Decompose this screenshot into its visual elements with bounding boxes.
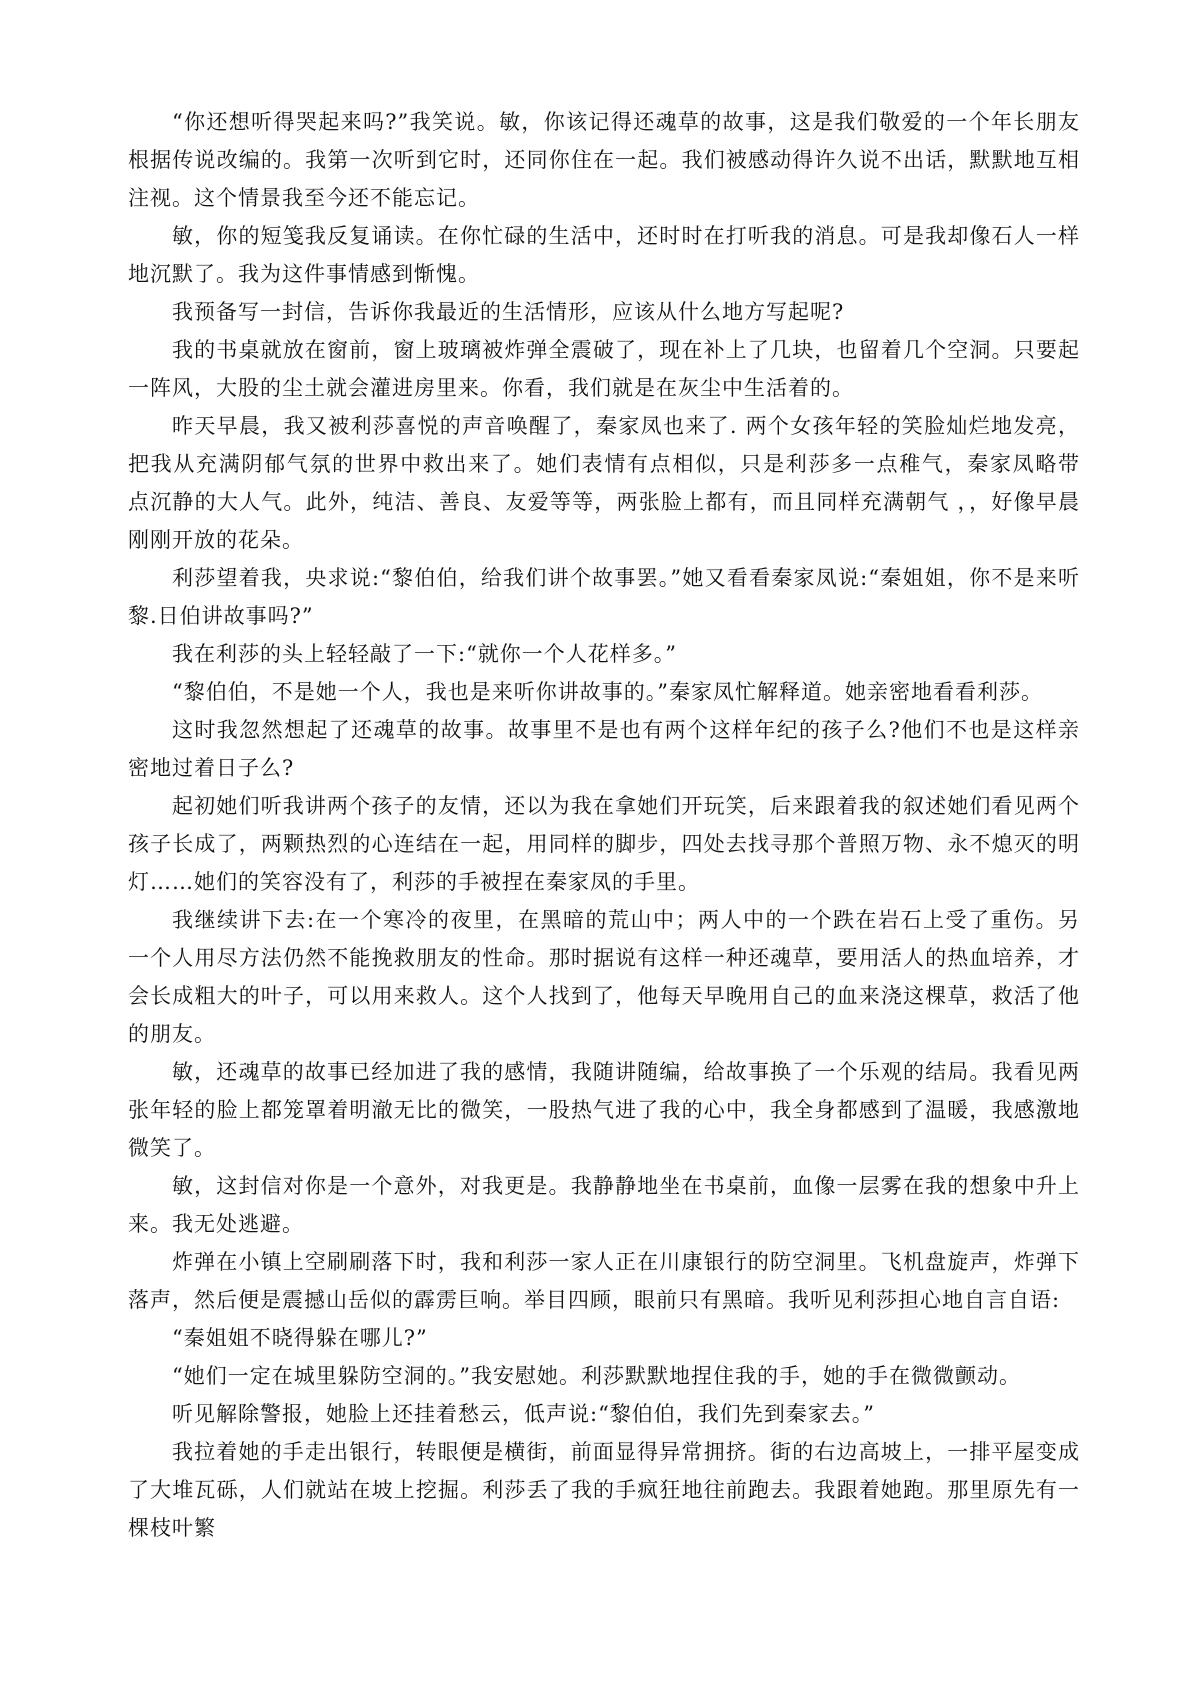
paragraph-18: 我拉着她的手走出银行，转眼便是横街，前面显得异常拥挤。街的右边高坡上，一排平屋变成了大堆瓦砾，人们就站在坡上挖掘。利莎丢了我的手疯狂地往前跑去。我跟着她跑。那里原先有一棵枝叶繁 (128, 1440, 1080, 1540)
paragraph-2: 敏，你的短笺我反复诵读。在你忙碌的生活中，还时时在打听我的消息。可是我却像石人一样地沉默了。我为这件事情感到惭愧。 (128, 224, 1080, 286)
paragraph-12: 敏，还魂草的故事已经加进了我的感情，我随讲随编，给故事换了一个乐观的结局。我看见两张年轻的脸上都笼罩着明澈无比的微笑，一股热气进了我的心中，我全身都感到了温暖，我感激地微笑了。 (128, 1060, 1080, 1160)
paragraph-15: “秦姐姐不晓得躲在哪儿?” (172, 1326, 428, 1350)
paragraph-8: “黎伯伯，不是她一个人，我也是来听你讲故事的。”秦家凤忙解释道。她亲密地看看利莎。 (172, 680, 1043, 704)
paragraph-1: “你还想听得哭起来吗?”我笑说。敏，你该记得还魂草的故事，这是我们敬爱的一个年长朋友根据传说改编的。我第一次听到它时，还同你住在一起。我们被感动得许久说不出话，默默地互相注视。这个情景我至今还不能忘记。 (128, 110, 1080, 210)
paragraph-9: 这时我忽然想起了还魂草的故事。故事里不是也有两个这样年纪的孩子么?他们不也是这样亲密地过着日子么? (128, 718, 1080, 780)
paragraph-14: 炸弹在小镇上空刷刷落下时，我和利莎一家人正在川康银行的防空洞里。飞机盘旋声，炸弹下落声，然后便是震撼山岳似的霹雳巨响。举目四顾，眼前只有黑暗。我听见利莎担心地自言自语: (128, 1250, 1080, 1312)
paragraph-3: 我预备写一封信，告诉你我最近的生活情形，应该从什么地方写起呢? (172, 300, 845, 324)
paragraph-5: 昨天早晨，我又被利莎喜悦的声音唤醒了，秦家凤也来了. 两个女孩年轻的笑脸灿烂地发亮，把我从充满阴郁气氛的世界中救出来了。她们表情有点相似，只是利莎多一点稚气，秦家凤略带 点沉静的大人气。此外，纯洁、善良、友爱等等，两张脸上都有，而且同样充满朝气 ，，好像早晨刚刚开放的花朵。 (128, 414, 1110, 552)
paragraph-13: 敏，这封信对你是一个意外，对我更是。我静静地坐在书桌前，血像一层雾在我的想象中升上来。我无处逃避。 (128, 1174, 1080, 1236)
paragraph-11: 我继续讲下去:在一个寒冷的夜里，在黑暗的荒山中；两人中的一个跌在岩石上受了重伤。另一个人用尽方法仍然不能挽救朋友的性命。那时据说有这样一种还魂草，要用活人的热血培养，才会长成粗大的叶子，可以用来救人。这个人找到了，他每天早晚用自己的血来浇这棵草，救活了他的朋友。 (128, 908, 1080, 1046)
paragraph-7: 我在利莎的头上轻轻敲了一下:“就你一个人花样多。” (172, 642, 678, 666)
paragraph-17: 听见解除警报，她脸上还挂着愁云，低声说:“黎伯伯，我们先到秦家去。” (172, 1402, 876, 1426)
document-body (128, 103, 1110, 1547)
paragraph-6: 利莎望着我，央求说:“黎伯伯，给我们讲个故事罢。”她又看看秦家凤说:“秦姐姐，你不是来听黎.日伯讲故事吗?” (128, 566, 1080, 628)
paragraph-4: 我的书桌就放在窗前，窗上玻璃被炸弹全震破了，现在补上了几块，也留着几个空洞。只要起一阵风，大股的尘土就会灌进房里来。你看，我们就是在灰尘中生活着的。 (128, 338, 1080, 400)
paragraph-10: 起初她们听我讲两个孩子的友情，还以为我在拿她们开玩笑，后来跟着我的叙述她们看见两个孩子长成了，两颗热烈的心连结在一起，用同样的脚步，四处去找寻那个普照万物、永不熄灭的明灯……她们的笑容没有了，利莎的手被捏在秦家凤的手里。 (128, 794, 1080, 894)
paragraph-16: “她们一定在城里躲防空洞的。”我安慰她。利莎默默地捏住我的手，她的手在微微颤动。 (172, 1364, 1021, 1388)
